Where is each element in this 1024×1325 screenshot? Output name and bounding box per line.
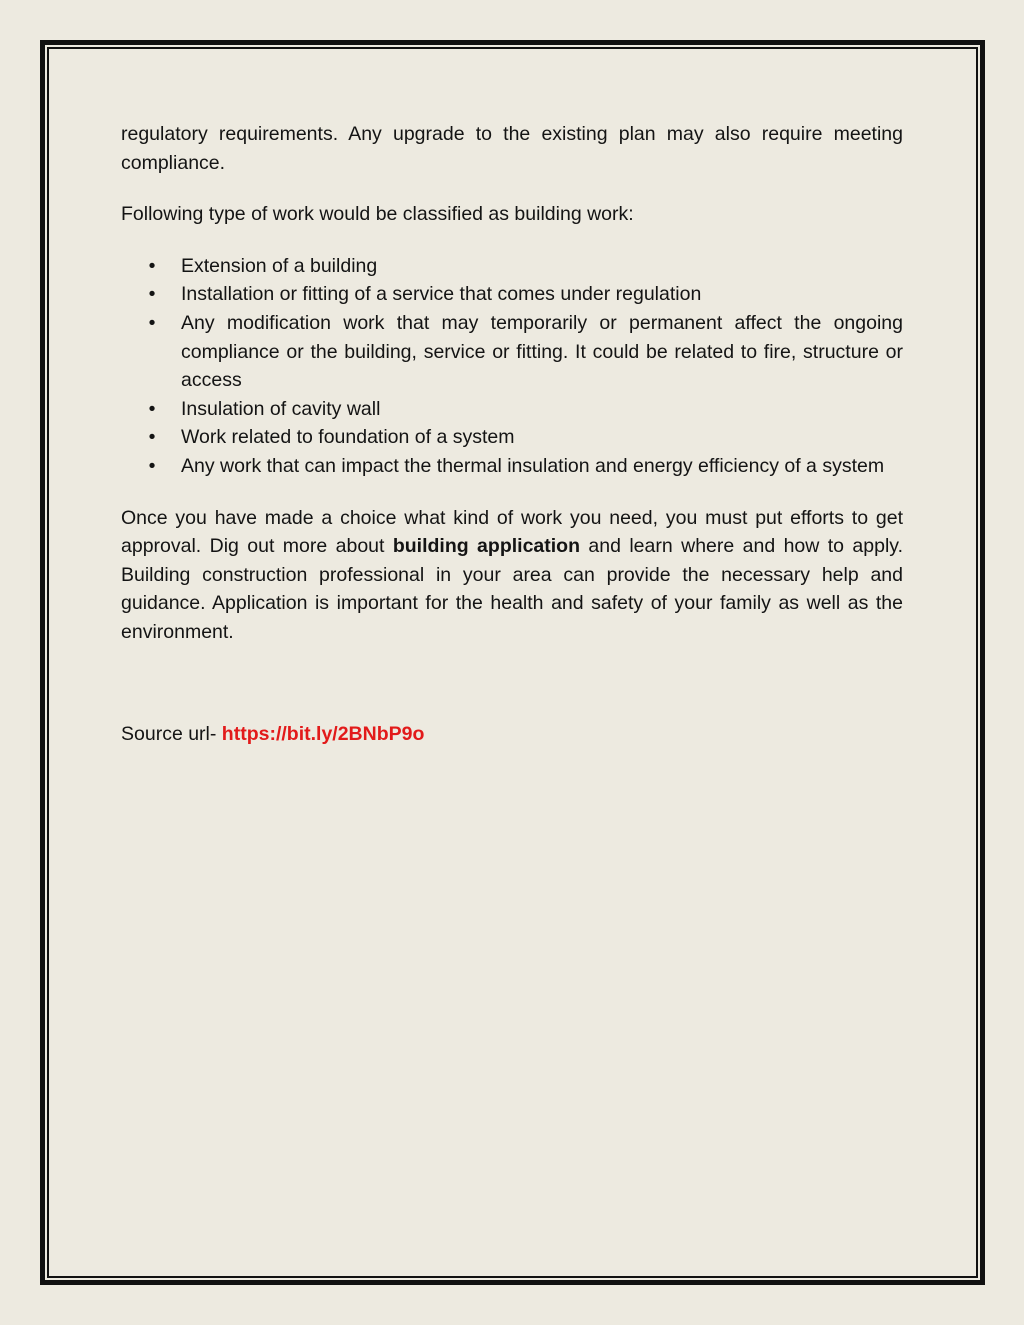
closing-paragraph [121, 504, 903, 647]
source-line [121, 720, 903, 749]
list-item [148, 452, 903, 481]
document-body [121, 120, 903, 748]
bullet-icon: • [148, 254, 156, 277]
list-item-text: Insulation of cavity wall [181, 397, 381, 420]
list-item [148, 309, 903, 395]
bullet-icon: • [148, 454, 156, 477]
bullet-icon: • [148, 311, 156, 334]
list-item-text: Extension of a building [181, 254, 378, 277]
closing-text-end: and learn where and how to apply. Building construction professional in your area can provide the necessary help and guidance. Application is important for the health and safety of your family as well as the environment. [121, 535, 904, 643]
source-label: Source url- [121, 722, 222, 745]
list-item-text: Installation or fitting of a service that comes under regulation [181, 283, 702, 306]
work-types-list [121, 252, 903, 481]
intro-paragraph: regulatory requirements. Any upgrade to the existing plan may also require meeting compliance. [121, 123, 903, 174]
list-item-text: Any modification work that may temporarily or permanent affect the ongoing compliance or the building, service or fitting. It could be related to fire, structure or access [181, 311, 903, 392]
list-item-text: Any work that can impact the thermal insulation and energy efficiency of a system [181, 454, 885, 477]
closing-text-start: Once you have made a choice what kind of work you need, you must put efforts to get approval. Dig out more about [121, 506, 903, 558]
list-item [148, 252, 903, 281]
list-item [148, 395, 903, 424]
list-item [148, 423, 903, 452]
bullet-icon: • [148, 426, 156, 449]
building-application-link[interactable]: building application [392, 535, 580, 558]
source-url-link[interactable]: https://bit.ly/2BNbP9o [221, 722, 425, 745]
list-item-text: Work related to foundation of a system [181, 426, 515, 449]
bullet-icon: • [148, 397, 156, 420]
list-item [148, 280, 903, 309]
work-types-intro: Following type of work would be classified as building work: [121, 203, 634, 226]
bullet-icon: • [148, 283, 156, 306]
